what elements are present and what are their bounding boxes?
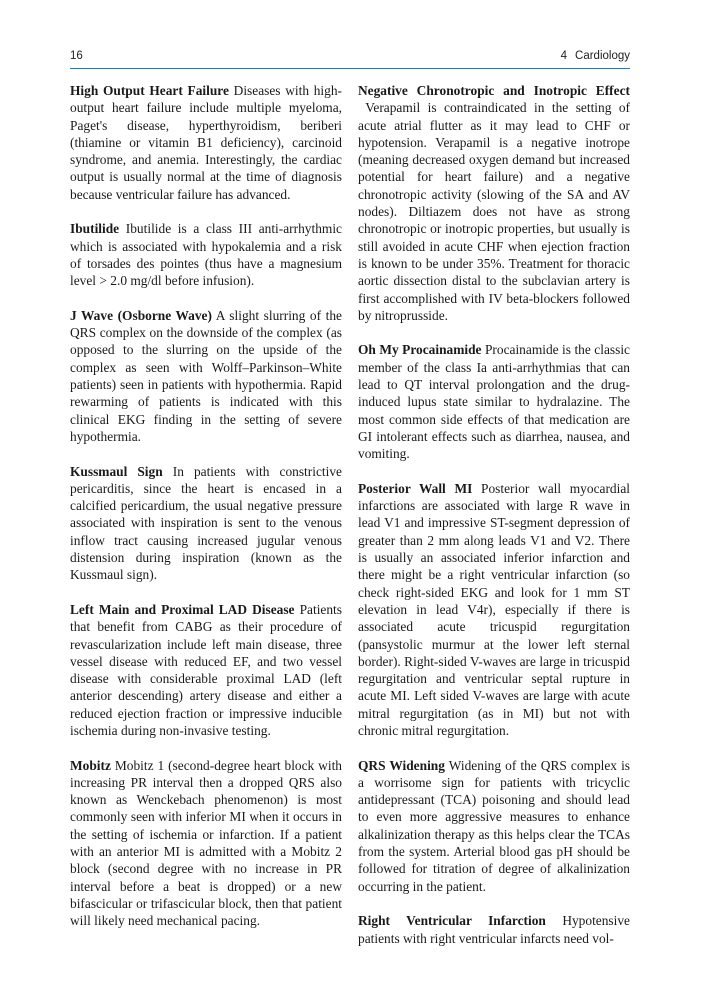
glossary-entry — [70, 307, 342, 445]
glossary-entry — [358, 480, 630, 739]
glossary-entry — [70, 757, 342, 930]
entry-text: Hypotensive patients with right ventricular infarcts need vol- — [358, 913, 630, 946]
entry-term: Mobitz — [70, 757, 111, 773]
glossary-entry — [358, 912, 630, 947]
entry-term: Right Ventricular Infarction — [358, 913, 546, 929]
entry-text: Ibutilide is a class III anti-arrhythmic which is associated with hypokalemia and a risk of torsades des pointes (thus have a magnesium level > 2.0 mg/dl before infusion). — [70, 221, 342, 289]
entry-text: Widening of the QRS complex is a worrisome sign for patients with tricyclic antidepressant (TCA) poisoning and should lead to even more aggressive measures to enhance alkalinization therapy as this helps clear the TCAs from the system. Arterial blood gas pH should be followed for titration of degree of alkalinization occurring in the patient. — [358, 757, 631, 894]
glossary-entry — [70, 220, 342, 289]
entry-term: Oh My Procainamide — [358, 342, 482, 358]
entry-text: Diseases with high-output heart failure include multiple myeloma, Paget's disease, hyperthyroidism, beriberi (thiamine or vitamin B1 deficiency), carcinoid syndrome, and anemia. Interestingly, the cardiac output is usually normal at the time of diagnosis because ventricular failure has advanced. — [70, 83, 342, 202]
glossary-entry — [358, 82, 630, 324]
chapter-number: 4 — [560, 50, 568, 62]
header-rule — [70, 68, 630, 69]
entry-term: Left Main and Proximal LAD Disease — [70, 601, 295, 617]
entry-text: Patients that benefit from CABG as their procedure of revascularization include left main disease, three vessel disease with reduced EF, and two vessel disease with considerable proximal LAD (left anterior descending) artery disease and either a reduced ejection fraction or impressive inducible ischemia during non-invasive testing. — [70, 601, 342, 738]
glossary-entry — [70, 463, 342, 584]
entry-text: A slight slurring of the QRS complex on the downside of the complex (as opposed to the slurring on the upside of the complex as seen with Wolff–Parkinson–White patients) seen in patients with hypothermia. Rapid rewarming of patients is indicated with this clinical EKG finding in the setting of severe hypothermia. — [70, 307, 342, 444]
glossary-entry — [70, 601, 342, 739]
entry-text: Procainamide is the classic member of the class Ia anti-arrhythmias that can lead to QT interval prolongation and the drug-induced lupus state similar to hydralazine. The most common side effects of that medication are GI intolerant effects such as diarrhea, nausea, and vomiting. — [358, 342, 630, 462]
entry-term: J Wave (Osborne Wave) — [70, 307, 212, 323]
page-number: 16 — [70, 50, 83, 62]
entry-term: Ibutilide — [70, 221, 120, 237]
glossary-entry — [70, 82, 342, 203]
entry-text: Posterior wall myocardial infarctions are associated with large R wave in lead V1 and impressive ST-segment depression of greater than 2 mm along leads V1 and V2. There is usually an associated inferior infarction and there might be a right ventricular infarction (so check right-sided EKG and look for 1 mm ST elevation in lead V4r), especially if there is associated acute tricuspid regurgitation (pansystolic murmur at the lower left sternal border). Right-sided V-waves are large in tricuspid regurgitation and ventricular septal rupture in acute MI. Left sided V-waves are large with acute mitral regurgitation (as in MI) but not with chronic mitral regurgitation. — [358, 480, 630, 738]
entry-term: QRS Widening — [358, 757, 445, 773]
chapter-heading — [561, 50, 630, 62]
entry-term: High Output Heart Failure — [70, 83, 229, 98]
running-header — [70, 50, 630, 66]
entry-text: Verapamil is contraindicated in the setting of acute atrial flutter as it may lead to CHF or hypotension. Verapamil is a negative inotrope (meaning decreased oxygen demand but increased potential for heart failure) and a negative chronotropic activity (slowing of the SA and AV nodes). Diltiazem does not have as strong chronotropic or inotropic properties, but usually is still avoided in acute CHF when ejection fraction is known to be under 35%. Treatment for thoracic aortic dissection distal to the subclavian artery is first accomplished with IV beta-blockers followed by nitroprusside. — [358, 100, 630, 323]
glossary-entry — [358, 341, 630, 462]
left-column — [70, 82, 342, 947]
chapter-title: Cardiology — [575, 50, 630, 62]
entry-term: Kussmaul Sign — [70, 463, 163, 479]
right-column — [358, 82, 630, 964]
glossary-entry — [358, 757, 630, 895]
entry-term: Posterior Wall MI — [358, 480, 473, 496]
entry-term: Negative Chronotropic and Inotropic Effect — [358, 83, 630, 98]
entry-text: Mobitz 1 (second-degree heart block with increasing PR interval then a dropped QRS also known as Wenckebach phenomenon) is most commonly seen with inferior MI when it occurs in the setting of ischemia or infarction. If a patient with an anterior MI is admitted with a Mobitz 2 block (second degree with no increase in PR interval before a beat is dropped) or a new bifascicular or trifascicular block, then that patient will likely need mechanical pacing. — [70, 757, 342, 929]
entry-text: In patients with constrictive pericarditis, since the heart is encased in a calcified pericardium, the usual negative pressure associated with inspiration is sent to the venous inflow tract causing increased jugular venous distension during inspiration (known as the Kussmaul sign). — [70, 463, 342, 583]
